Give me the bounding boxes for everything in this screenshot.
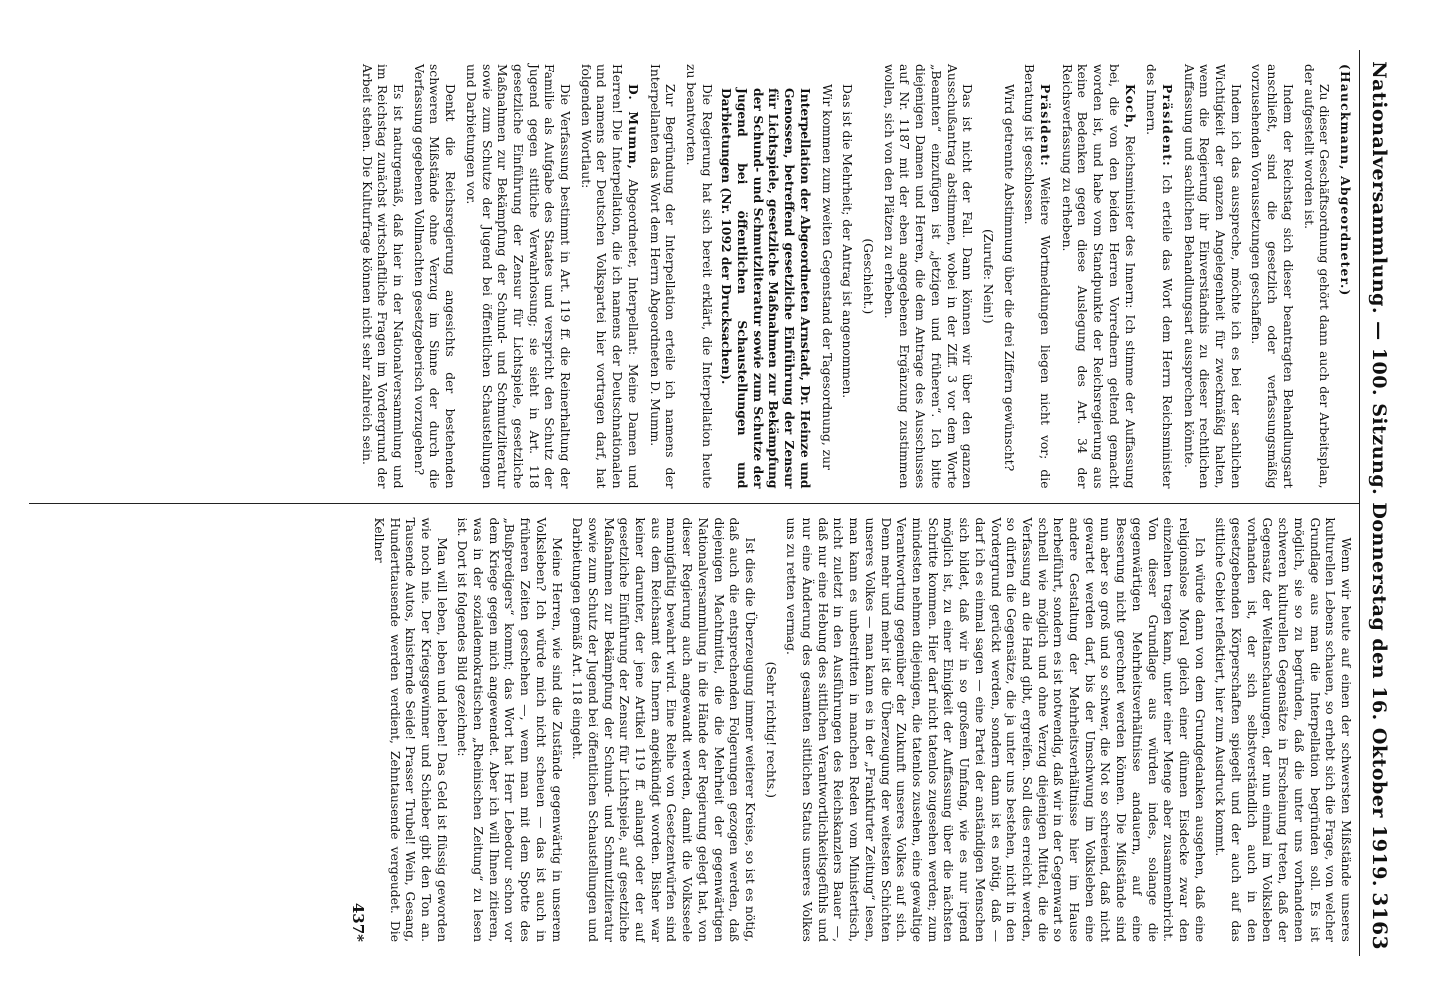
paragraph: Das ist nicht der Fall. Dann können wir über den ganzen Ausschußantrag abstimmen, wobei in der Ziff. 3 vor dem Worte „Beamten“ einzufügen ist „jetzigen und früheren“. Ich bitte diejenigen Damen und Herren, die dem Antrage des Ausschusses auf Nr. 1187 mit der eben angegebenen Ergänzung zustimmen wollen, sich von den Plätzen zu erheben. [881,64,975,489]
right-column [29,504,1359,957]
paragraph: Zur Begründung der Interpellation erteile ich namens der Interpellanten das Wort dem Herrn Abgeordneten D. Mumm. [647,64,678,489]
paragraph: Die Regierung hat sich bereit erklärt, die Interpellation heute zu beantworten. [683,64,714,489]
paragraph: Indem ich das ausspreche, möchte ich es bei der sachlichen Wichtigkeit der ganzen Angelegenheit für zweckmäßig halten, wenn die Regierung ihr Einverständnis zu dieser rechtlichen Auffassung und sachlichen Behandlungsart aussprechen könnte. [1181,64,1243,489]
speaker: D. Mumm, [625,84,641,171]
page-title: Nationalversammlung. — 100. Sitzung. Donnerstag den 16. Oktober 1919. [1368,61,1390,888]
interjection: (Sehr richtig! rechts.) [763,661,778,798]
speech: D. Mumm, Abgeordneter, Interpellant: Meine Damen und Herren! Die Interpellation, die ich namens der Deutschnationalen und namens der Deutschen Volkspartei hier vortragen darf, hat folgenden Wortlaut: [578,64,641,489]
paragraph: Ist dies die Überzeugung immer weiterer Kreise, so ist es nötig, daß auch die entsprechenden Folgerungen gezogen werden, daß diejenigen Machtmittel, die die Mehrheit der gegenwärtigen Nationalversammlung in die Hände der Regierung gelegt hat, von dieser Regierung auch angewandt werden, damit die Volksseele mannigfaltig bewahrt wird. Eine Reihe von Gesetzentwürfen sind aus dem Reichsamt des Innern angekündigt worden. Bisher war keiner darunter, der jene Artikel 119 ff. anlangt oder der auf gesetzliche Einführung der Zensur für Lichtspiele, auf gesetzliche Maßnahmen zur Bekämpfung der Schund- und Schmutzliteratur sowie zum Schutz der Jugend bei öffentlichen Schaustellungen und Darbietungen gemäß Art. 118 eingeht. [570,517,757,942]
speech: Koch, Reichsminister des Innern: Ich stimme der Auffassung bei, die von den beiden Herren Vorrednern geltend gemacht worden ist, und habe vom Standpunkte der Reichsregierung aus keine Bedenken gegen diese Auslegung des Art. 34 der Reichsverfassung zu erheben. [1059,64,1138,489]
interjection: (Zurufe: Nein!) [980,228,995,324]
paragraph: Indem der Reichstag sich dieser beantragten Behandlungsart anschließt, sind die gesetzlich oder verfassungsmäßig vorzusehenden Voraussetzungen geschaffen. [1249,64,1295,489]
paragraph: Das ist die Mehrheit; der Antrag ist angenommen. [840,84,855,399]
interpellation-title: Interpellation der Abgeordneten Arnstadt, Dr. Heinze und Genossen, betreffend gesetzliche Einführung der Zensur für Lichtspiele, gesetzliche Maßnahmen zur Bekämpfung der Schund- und Schmutzliteratur sowie zum Schutze der Jugend bei öffentlichen Schaustellungen und Darbietungen (Nr. 1092 der Drucksachen). [719,88,813,489]
paragraph: Ich würde dann von dem Grundgedanken ausgehen, daß eine religionslose Moral gleich einer dünnen Eisdecke zwar den einzelnen tragen kann, unter einer Menge aber zusammenbricht. Von dieser Grundlage aus würden indes, solange die gegenwärtigen Mehrheitsverhältnisse andauern, auf eine Besserung nicht gerechnet werden können. Die Mißstände sind nun aber so groß und so schwer, die Not so schreiend, daß nicht gewartet werden darf, bis der Umschwung im Volksleben eine andere Gestaltung der Mehrheitsverhältnisse hier im Hause herbeiführt, sondern es ist notwendig, daß wir in der Gegenwart so schnell wie möglich und ohne Verzug diejenigen Mittel, die die Verfassung an die Hand gibt, ergreifen. Soll dies erreicht werden, so dürfen die Gegensätze, die ja unter uns bestehen, nicht in den Vordergrund gerückt werden, sondern dann ist es nötig, daß — darf ich es einmal sagen — eine Partei der anständigen Menschen sich bildet, daß wir in so großem Umfang, wie es nur irgend möglich ist, zu einer Einigkeit der Auffassung über die nächsten Schritte kommen. Hier darf nicht tatenlos zugesehen werden; zum mindesten nehmen diejenigen, die tatenlos zusehen, eine gewaltige Verantwortung gegenüber der Zukunft unseres Volkes auf sich. Denn mehr und mehr ist die Überzeugung der weitesten Schichten unseres Volkes — man kann es in der „Frankfurter Zeitung“ lesen, man kann es unbestritten in manchen Reden vom Ministertisch, nicht zuletzt in den Ausführungen des Reichskanzlers Bauer —, daß nur eine Hebung des sittlichen Verantwortlichkeitsgefühls und nur eine Änderung des gesamten sittlichen Status unseres Volkes uns zu retten vermag. [784,517,1207,942]
left-column [29,50,1359,504]
text-columns [29,50,1359,956]
paragraph: Wenn wir heute auf einen der schwersten Mißstände unseres kulturellen Lebens schauen, so erhebt sich die Frage, von welcher Grundlage aus man die Interpellation begründen soll. Es ist möglich, sie so zu begründen, daß die unter uns vorhandenen schweren kulturellen Gegensätze in Erscheinung treten, daß der Gegensatz der Weltanschauungen, der nun einmal im Volksleben vorhanden ist, der sich selbstverständlich auch in den gesetzgebenden Körperschaften spiegelt und der auch auf das sittliche Gebiet reflektiert, hier zum Ausdruck kommt. [1213,517,1353,942]
speaker: Koch, [1122,84,1138,130]
quotation: Man will leben, leben und leben! Das Geld ist flüssig geworden wie noch nie. Der Kriegsgewinner und Schieber gibt den Ton an. Tausende Autos, knisternde Seide! Prasser Trubel! Wein, Gesang, Hunderttausende werden verdient, Zehntausende vergeudet. Die Kellner [371,517,449,942]
signature-mark: 437* [349,902,368,942]
interjection: (Geschieht.) [861,238,876,315]
paragraph: Es ist naturgemäß, daß hier in der Nationalversammlung und im Reichstag zunächst wirtschaftliche Fragen im Vordergrund der Arbeit stehen. Die Kulturfrage können nicht sehr zahlreich sein. [359,64,406,489]
speech: Präsident: Ich erteile das Wort dem Herrn Reichsminister des Innern. [1144,64,1175,489]
paragraph: Wir kommen zum zweiten Gegenstand der Tagesordnung, zur [819,84,834,470]
paragraph: Denkt die Reichsregierung angesichts der bestehenden schweren Mißstände ohne Verzug im Sinne der durch die Verfassung gegebenen Vollmachten gesetzgeberisch vorzugehen? [411,64,458,489]
page-header [1359,50,1398,956]
paragraph: Wird getrennte Abstimmung über die drei Ziffern gewünscht? [1001,84,1016,472]
speaker: Präsident: [1038,84,1054,167]
speaker-note: (Hauckmann, Abgeordneter.) [1338,64,1353,297]
paragraph: Zu dieser Geschäftsordnung gehört dann auch der Arbeitsplan, der aufgestellt worden ist. [1301,64,1332,489]
paragraph: Die Verfassung bestimmt in Art. 119 ff. die Reinerhaltung der Familie als Aufgabe des Staates und verspricht den Schutz der Jugend gegen sittliche Verwahrlosung; sie sieht in Art. 118 gesetzliche Einführung der Zensur für Lichtspiele, gesetzliche Maßnahmen zur Bekämpfung der Schund- und Schmutzliteratur sowie zum Schutze der Jugend bei öffentlichen Schaustellungen und Darbietungen vor. [463,64,573,489]
speaker: Präsident: [1159,84,1175,167]
paragraph: Meine Herren, wie sind die Zustände gegenwärtig in unserem Volksleben? Ich würde mich nicht scheuen — das ist auch in früheren Zeiten geschehen —, wenn man mit dem Spotte des „Bußpredigers“ kommt; das Wort hat Herr Lebedour schon vor dem Kriege gegen mich angewendet. Aber ich will Ihnen zitieren, was in der sozialdemokratischen „Rheinischen Zeitung“ zu lesen ist. Dort ist folgendes Bild gezeichnet: [455,517,564,942]
page-number: 3163 [1368,892,1392,950]
speech: Präsident: Weitere Wortmeldungen liegen nicht vor; die Beratung ist geschlossen. [1022,64,1054,489]
